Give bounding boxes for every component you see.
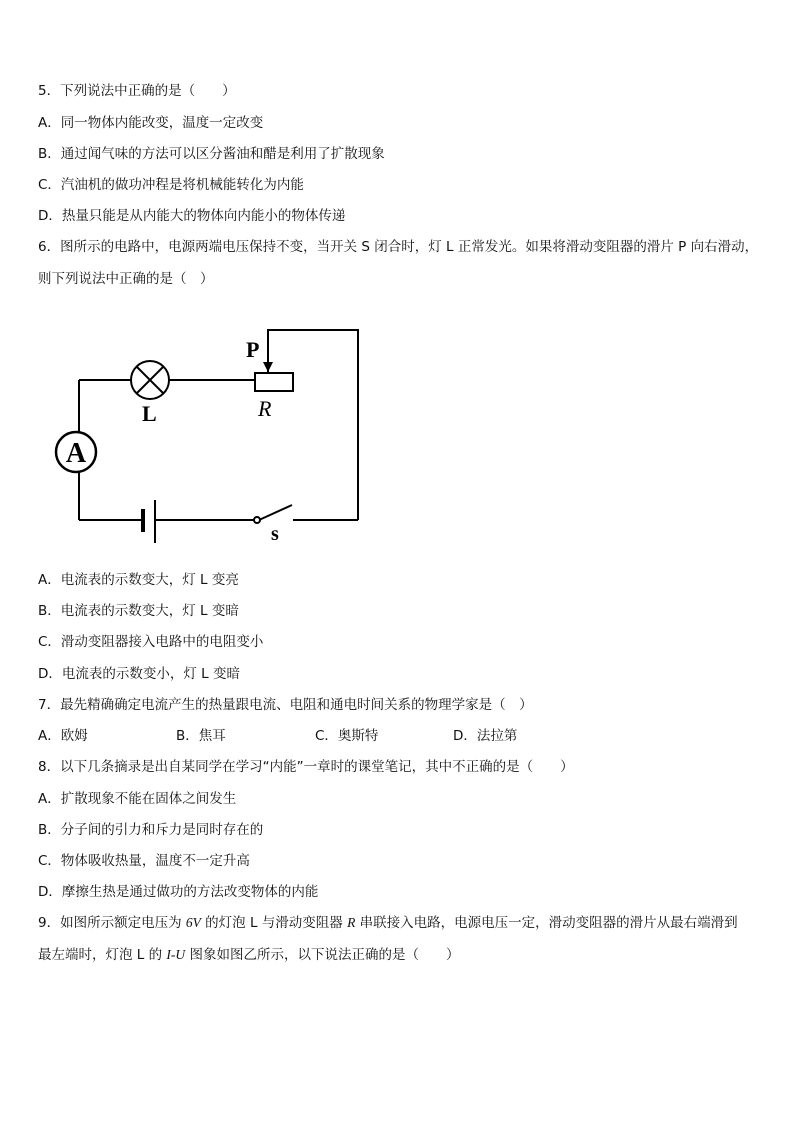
q8-stem: 8．以下几条摘录是出自某同学在学习“内能”一章时的课堂笔记，其中不正确的是（ ） bbox=[38, 759, 574, 775]
q7-option-c: C．奥斯特 bbox=[315, 728, 379, 744]
q8-option-b: B．分子间的引力和斥力是同时存在的 bbox=[38, 822, 264, 838]
q5-stem: 5．下列说法中正确的是（ ） bbox=[38, 83, 236, 99]
q6-option-c: C．滑动变阻器接入电路中的电阻变小 bbox=[38, 634, 264, 650]
q9-text-1d: R bbox=[347, 915, 356, 930]
label-l: L bbox=[142, 401, 157, 426]
q5-option-a: A．同一物体内能改变，温度一定改变 bbox=[38, 115, 264, 131]
q6-option-d: D．电流表的示数变小，灯 L 变暗 bbox=[38, 666, 240, 682]
q8-option-a: A．扩散现象不能在固体之间发生 bbox=[38, 791, 237, 807]
q5-option-b: B．通过闻气味的方法可以区分酱油和醋是利用了扩散现象 bbox=[38, 146, 385, 162]
q9-text-1c: 的灯泡 L 与滑动变阻器 bbox=[200, 915, 348, 931]
q6-option-b: B．电流表的示数变大，灯 L 变暗 bbox=[38, 603, 239, 619]
q6-stem-line2: 则下列说法中正确的是（ ） bbox=[38, 271, 214, 287]
label-a: A bbox=[65, 438, 87, 469]
q6-option-a: A．电流表的示数变大，灯 L 变亮 bbox=[38, 572, 239, 588]
q5-option-d: D．热量只能是从内能大的物体向内能小的物体传递 bbox=[38, 208, 346, 224]
q9-text-2c: 图象如图乙所示，以下说法正确的是（ ） bbox=[185, 947, 460, 963]
label-p: P bbox=[246, 337, 260, 362]
label-s: s bbox=[271, 523, 279, 545]
q7-stem: 7．最先精确确定电流产生的热量跟电流、电阻和通电时间关系的物理学家是（ ） bbox=[38, 697, 533, 713]
q9-text-1a: 9．如图所示额定电压为 bbox=[38, 915, 186, 931]
q7-option-a: A．欧姆 bbox=[38, 728, 88, 744]
q9-text-2a: 最左端时，灯泡 L 的 bbox=[38, 947, 167, 963]
q9-text-1e: 串联接入电路，电源电压一定，滑动变阻器的滑片从最右端滑到 bbox=[355, 915, 738, 931]
q9-stem-line1 bbox=[38, 914, 738, 932]
resistor-icon bbox=[255, 373, 293, 391]
q9-text-2b: I-U bbox=[166, 947, 186, 962]
wire-slider-right bbox=[268, 330, 358, 520]
slider-arrow-icon bbox=[263, 362, 273, 372]
switch-pivot bbox=[254, 517, 260, 523]
q7-option-b: B．焦耳 bbox=[176, 728, 226, 744]
label-r: R bbox=[258, 396, 272, 421]
q8-option-d: D．摩擦生热是通过做功的方法改变物体的内能 bbox=[38, 884, 319, 900]
switch-blade bbox=[259, 505, 292, 520]
q9-text-1b: 6V bbox=[185, 915, 201, 930]
q9-stem-line2 bbox=[38, 946, 459, 964]
q8-option-c: C．物体吸收热量，温度不一定升高 bbox=[38, 853, 250, 869]
q5-option-c: C．汽油机的做功冲程是将机械能转化为内能 bbox=[38, 177, 304, 193]
q7-option-d: D．法拉第 bbox=[453, 728, 518, 744]
q6-stem-line1: 6．图所示的电路中，电源两端电压保持不变，当开关 S 闭合时，灯 L 正常发光。如果将滑动变阻器的滑片 P 向右滑动， bbox=[38, 239, 759, 255]
